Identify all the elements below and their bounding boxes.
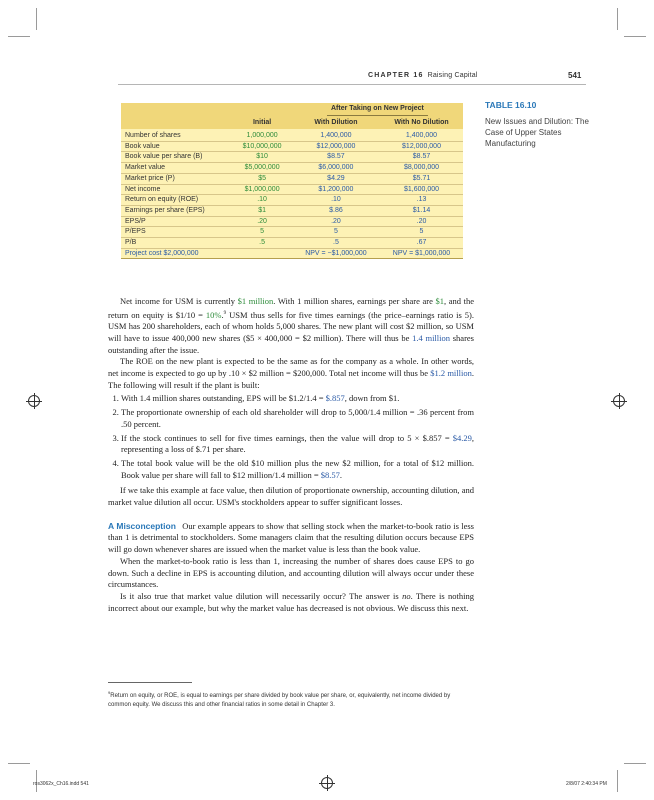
table-caption-text: New Issues and Dilution: The Case of Upper States Manufacturing: [485, 117, 589, 148]
crop-mark: [624, 36, 646, 37]
crop-mark: [8, 763, 30, 764]
table-caption-label: TABLE 16.10: [485, 100, 537, 110]
table-row: [121, 227, 463, 238]
col-header-no-dilution: With No Dilution: [380, 116, 463, 129]
chapter-label: CHAPTER 16: [368, 72, 424, 79]
table-row: [121, 205, 463, 216]
crop-mark: [617, 770, 618, 792]
table-row: [121, 238, 463, 249]
list-item: 1. With 1.4 million shares outstanding, EPS will be $1.2/1.4 = $.857, down from $1.: [121, 393, 474, 405]
cell-initial: .5: [232, 238, 292, 249]
cell-no-dilution: $1.14: [380, 205, 463, 216]
col-header-with-dilution: With Dilution: [292, 116, 380, 129]
table-row: [121, 152, 463, 163]
table-row: [121, 195, 463, 206]
crop-mark: [36, 8, 37, 30]
table-row: [121, 216, 463, 227]
row-label: Number of shares: [125, 132, 181, 139]
cell-no-dilution: 5: [380, 227, 463, 238]
cell-initial: $1,000,000: [232, 184, 292, 195]
crop-mark: [8, 36, 30, 37]
row-label: Earnings per share (EPS): [121, 205, 232, 216]
cell-initial: 1,000,000: [246, 132, 278, 139]
table-header-row: [121, 103, 463, 116]
cell-initial: $5,000,000: [232, 163, 292, 174]
row-label: Book value per share (B): [121, 152, 232, 163]
table-row: [121, 163, 463, 174]
paragraph: Is it also true that market value dilution will necessarily occur? The answer is no. There is nothing incorrect about our example, but why the market value has decreased is not obvious. We discuss this next.: [108, 591, 474, 613]
footnote-ref[interactable]: 9: [223, 310, 227, 316]
row-label: Market price (P): [121, 173, 232, 184]
cell-initial: $5: [232, 173, 292, 184]
slug-file: ros3062x_Ch16.indd 541: [33, 781, 89, 787]
crop-mark: [624, 763, 646, 764]
cell-with-dilution: $12,000,000: [292, 141, 380, 152]
table-row-npv: [121, 248, 463, 259]
paragraph: When the market-to-book ratio is less than 1, increasing the number of shares does cause EPS to go down. Such a decline in EPS is accounting dilution, and accounting dilution will always occur under these circumstances.: [108, 555, 474, 590]
npv-no-dilution: NPV = $1,000,000: [380, 248, 463, 259]
row-label: Return on equity (ROE): [121, 195, 232, 206]
cell-with-dilution: $.86: [292, 205, 380, 216]
section-heading: A Misconception: [108, 520, 176, 531]
crop-mark: [617, 8, 618, 30]
cell-with-dilution: .10: [292, 195, 380, 206]
cell-no-dilution: $8.57: [380, 152, 463, 163]
paragraph: If we take this example at face value, then dilution of proportionate ownership, accounting dilution, and market value dilution all occur. USM's stockholders appear to suffer significant losses.: [108, 485, 474, 508]
cell-no-dilution: .67: [380, 238, 463, 249]
row-label: EPS/P: [121, 216, 232, 227]
row-label: P/EPS: [121, 227, 232, 238]
cell-initial: $10,000,000: [232, 141, 292, 152]
cell-with-dilution: $6,000,000: [292, 163, 380, 174]
slug-date: 2/8/07 2:40:34 PM: [566, 781, 607, 787]
row-label: P/B: [121, 238, 232, 249]
body-text: [108, 296, 474, 614]
cell-with-dilution: $4.29: [292, 173, 380, 184]
row-label: Book value: [121, 141, 232, 152]
cell-with-dilution: .20: [292, 216, 380, 227]
table-row: [121, 173, 463, 184]
cell-no-dilution: $1,600,000: [380, 184, 463, 195]
footnote-rule: [108, 682, 192, 683]
paragraph: A Misconception Our example appears to show that selling stock when the market-to-book ratio is less than 1 is detrimental to stockholders. Some managers claim that the resulting dilution occurs because EPS will go down whenever shares are issued when the market value is less than the book value.: [108, 520, 474, 555]
row-label: Net income: [121, 184, 232, 195]
result-list: [108, 393, 474, 481]
list-item: 2. The proportionate ownership of each old shareholder will drop to 5,000/1.4 million = .36 percent from .50 percent.: [121, 407, 474, 430]
registration-mark-icon: [321, 777, 333, 789]
table-row: [121, 141, 463, 152]
cell-initial: 5: [232, 227, 292, 238]
group-header: After Taking on New Project: [292, 103, 463, 116]
page-number: 541: [568, 71, 582, 80]
paragraph: The ROE on the new plant is expected to be the same as for the company as a whole. In other words, net income is expected to go up by .10 × $2 million = $200,000. Total net income will thus be $1.2 million. The following will result if the plant is built:: [108, 356, 475, 390]
cell-no-dilution: $5.71: [380, 173, 463, 184]
dilution-table: [121, 103, 463, 259]
cell-initial: .20: [232, 216, 292, 227]
cell-initial: $1: [232, 205, 292, 216]
paragraph: Net income for USM is currently $1 million. With 1 million shares, earnings per share are $1, and the return on equity is $1/10 = 10%.$^9$ USM thus sells for five times earnings (the price–earnings ratio is 5). USM has 200 shareholders, each of whom holds 5,000 shares. The new plant will cost $2 million, so USM will have to issue 400,000 new shares ($5 × 400,000 = $2 million). There will thus be 1.4 million shares outstanding after the issue.: [108, 296, 474, 355]
row-label: Market value: [121, 163, 232, 174]
list-item: 4. The total book value will be the old $10 million plus the new $2 million, for a total of $12 million. Book value per share will fall to $12 million/1.4 million = $8.57.: [121, 458, 474, 481]
table-row: [121, 184, 463, 195]
cell-with-dilution: .5: [292, 238, 380, 249]
chapter-title: Raising Capital: [427, 72, 478, 79]
cell-no-dilution: .20: [380, 216, 463, 227]
running-head: [368, 72, 478, 79]
npv-with-dilution: NPV = −$1,000,000: [292, 248, 380, 259]
col-header-initial: Initial: [232, 116, 292, 129]
cell-no-dilution: $8,000,000: [380, 163, 463, 174]
table-header-row: [121, 116, 463, 129]
registration-mark-icon: [28, 395, 40, 407]
table-row: [121, 129, 463, 141]
cell-initial: $10: [232, 152, 292, 163]
footnote: $^9$Return on equity, or ROE, is equal to earnings per share divided by book value per share, or, equivalently, net income divided by common equity. We discuss this and other financial ratios in some detail in Chapter 3.: [108, 690, 451, 708]
cell-initial: .10: [232, 195, 292, 206]
cell-with-dilution: $8.57: [292, 152, 380, 163]
cell-with-dilution: 1,400,000: [320, 132, 352, 139]
registration-mark-icon: [613, 395, 625, 407]
cell-no-dilution: .13: [380, 195, 463, 206]
project-cost: Project cost $2,000,000: [121, 248, 232, 259]
cell-with-dilution: $1,200,000: [292, 184, 380, 195]
cell-with-dilution: 5: [292, 227, 380, 238]
list-item: 3. If the stock continues to sell for five times earnings, then the value will drop to 5 × $.857 = $4.29, representing a loss of $.71 per share.: [121, 433, 474, 456]
cell-no-dilution: 1,400,000: [405, 132, 438, 139]
header-rule: [118, 84, 586, 85]
cell-no-dilution: $12,000,000: [380, 141, 463, 152]
